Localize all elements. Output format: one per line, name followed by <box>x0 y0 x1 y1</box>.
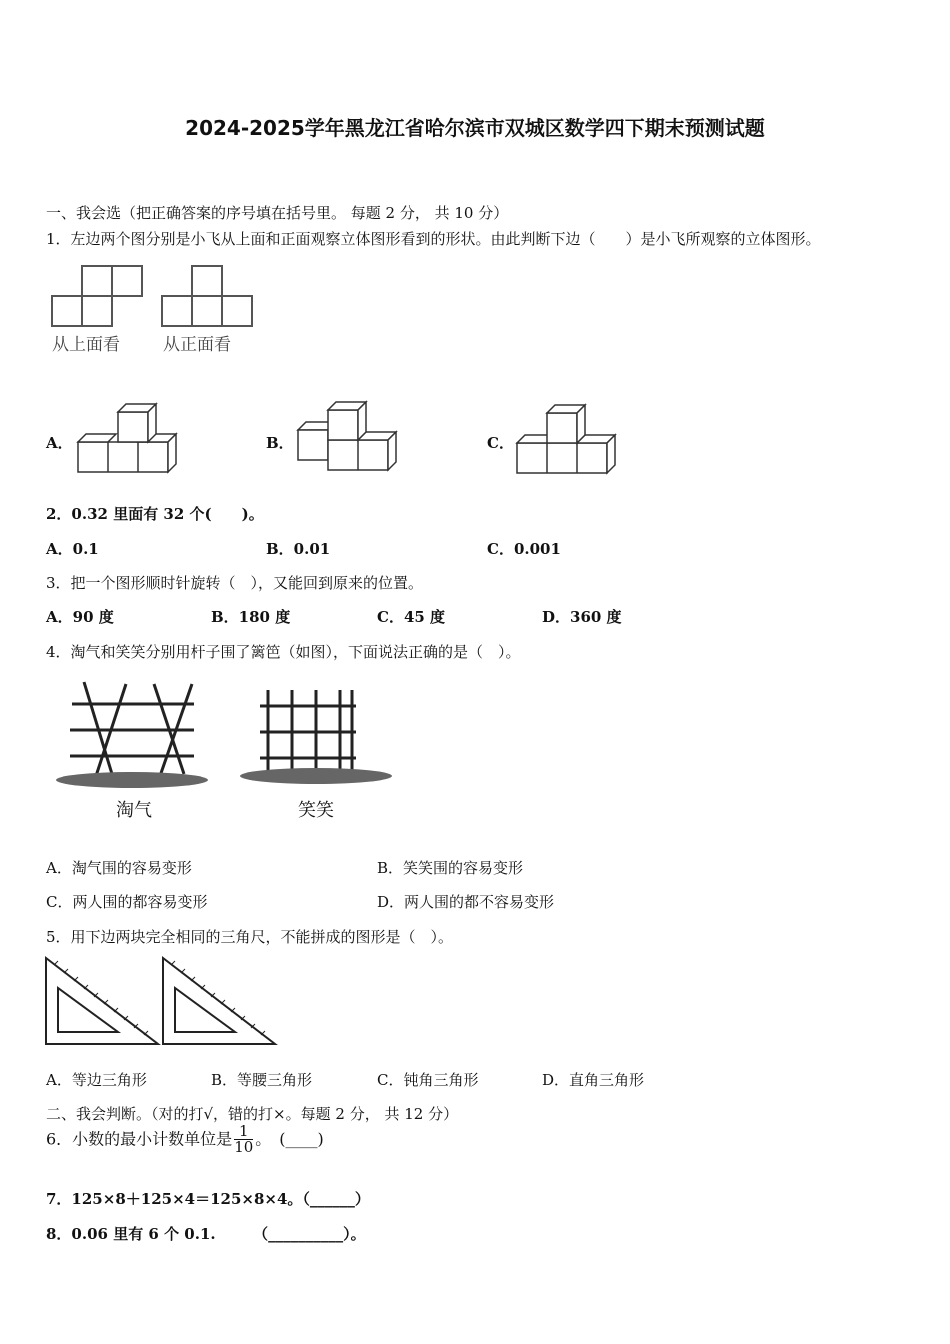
question-2-text: 2．0.32 里面有 32 个( )。 <box>46 505 264 523</box>
question-6-suffix: 。 (____) <box>255 1129 324 1149</box>
q3-option-c[interactable]: C．45 度 <box>377 608 446 626</box>
fraction-one-tenth <box>234 1124 253 1155</box>
q4-option-b[interactable]: B．笑笑围的容易变形 <box>377 859 524 877</box>
q2-option-c[interactable]: C．0.001 <box>487 540 561 558</box>
section-1-heading: 一、我会选（把正确答案的序号填在括号里。 每题 2 分， 共 10 分） <box>46 204 509 222</box>
q1-solid-c <box>515 405 620 477</box>
question-4-text: 4．淘气和笑笑分别用杆子围了篱笆（如图），下面说法正确的是（ ）。 <box>46 643 521 661</box>
question-3-text: 3．把一个图形顺时针旋转（ ），又能回到原来的位置。 <box>46 574 424 592</box>
q5-option-d[interactable]: D．直角三角形 <box>542 1071 645 1089</box>
xiaoxiao-fence-figure <box>240 688 400 788</box>
q3-option-a[interactable]: A．90 度 <box>46 608 114 626</box>
q5-option-b[interactable]: B．等腰三角形 <box>211 1071 313 1089</box>
q4-option-c[interactable]: C．两人围的都容易变形 <box>46 893 208 911</box>
question-5-text: 5．用下边两块完全相同的三角尺，不能拼成的图形是（ ）。 <box>46 928 454 946</box>
view-front-caption: 从正面看 <box>163 335 231 355</box>
set-squares-figure <box>44 956 279 1048</box>
q3-option-b[interactable]: B．180 度 <box>211 608 291 626</box>
q1-solid-b <box>296 402 401 474</box>
fraction-numerator: 1 <box>234 1124 253 1140</box>
q4-option-a[interactable]: A．淘气围的容易变形 <box>46 859 192 877</box>
question-6 <box>46 1124 324 1155</box>
q3-option-d[interactable]: D．360 度 <box>542 608 622 626</box>
q4-option-d[interactable]: D．两人围的都不容易变形 <box>377 893 555 911</box>
q5-option-a[interactable]: A．等边三角形 <box>46 1071 147 1089</box>
q1-solid-a <box>76 394 191 476</box>
xiaoxiao-label: 笑笑 <box>298 800 334 821</box>
q1-option-a[interactable]: A． <box>46 434 73 452</box>
q1-option-b[interactable]: B． <box>266 434 294 452</box>
question-7-text: 7．125×8＋125×4＝125×8×4。（______） <box>46 1190 370 1208</box>
question-6-prefix: 6．小数的最小计数单位是 <box>46 1129 233 1149</box>
question-1-text: 1．左边两个图分别是小飞从上面和正面观察立体图形看到的形状。由此判断下边（ ）是小飞所观察的立体图形。 <box>46 230 821 248</box>
section-2-heading: 二、我会判断。（对的打√，错的打×。每题 2 分， 共 12 分） <box>46 1105 459 1123</box>
q5-option-c[interactable]: C．钝角三角形 <box>377 1071 479 1089</box>
q2-option-b[interactable]: B．0.01 <box>266 540 331 558</box>
taoqi-fence-figure <box>56 680 216 795</box>
page-title: 2024-2025学年黑龙江省哈尔滨市双城区数学四下期末预测试题 <box>185 116 765 140</box>
taoqi-label: 淘气 <box>116 800 152 821</box>
q2-option-a[interactable]: A．0.1 <box>46 540 99 558</box>
view-top-caption: 从上面看 <box>52 335 120 355</box>
fraction-denominator: 10 <box>234 1138 254 1156</box>
q1-option-c[interactable]: C． <box>487 434 514 452</box>
question-8-text: 8．0.06 里有 6 个 0.1. （__________）。 <box>46 1225 366 1243</box>
